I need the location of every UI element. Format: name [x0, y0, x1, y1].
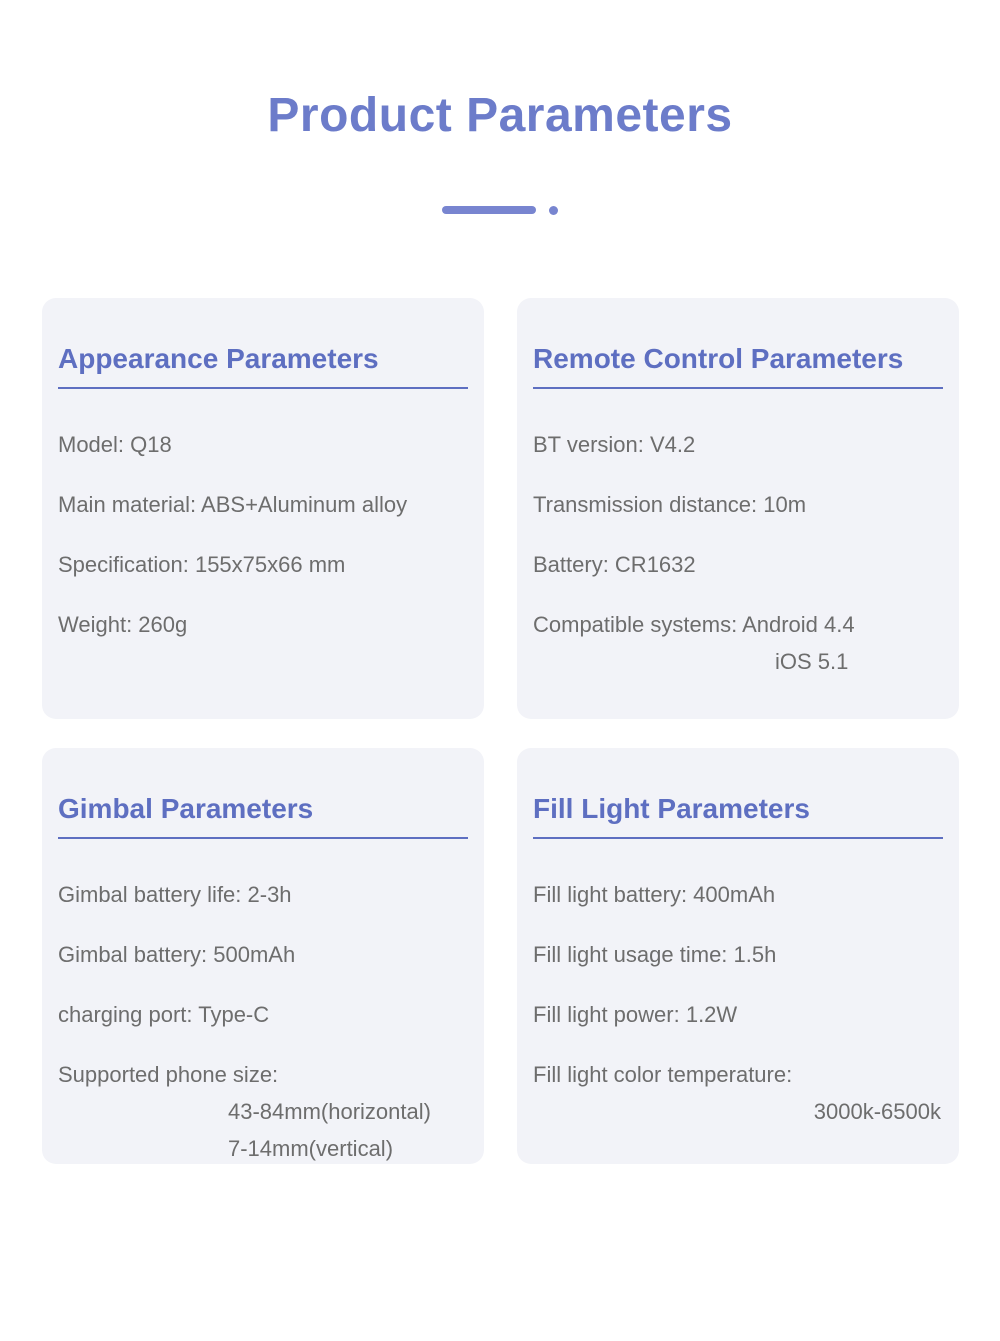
spec-row-gimbal-battery: Gimbal battery: 500mAh [58, 942, 296, 967]
parameter-cards-grid [42, 298, 959, 1164]
card-heading-remote-control: Remote Control Parameters [533, 342, 943, 389]
spec-row-fill-light-power: Fill light power: 1.2W [533, 1002, 738, 1027]
divider-dot [549, 206, 558, 215]
spec-row-supported-phone-size: Supported phone size: [58, 1062, 279, 1087]
spec-row-model: Model: Q18 [58, 432, 172, 457]
spec-row-compatible-systems-ios: iOS 5.1 [775, 649, 849, 674]
spec-row-color-temperature-range: 3000k-6500k [813, 1099, 941, 1124]
spec-row-charging-port: charging port: Type-C [58, 1002, 270, 1027]
spec-row-battery: Battery: CR1632 [533, 552, 696, 577]
card-heading-appearance: Appearance Parameters [58, 342, 468, 389]
spec-row-bt-version: BT version: V4.2 [533, 432, 696, 457]
spec-row-transmission-distance: Transmission distance: 10m [533, 492, 807, 517]
spec-rows [533, 839, 943, 1125]
spec-row-phone-size-horizontal: 43-84mm(horizontal) [228, 1099, 431, 1124]
card-heading-fill-light: Fill Light Parameters [533, 792, 943, 839]
spec-row-phone-size-vertical: 7-14mm(vertical) [228, 1136, 394, 1161]
card-heading-gimbal: Gimbal Parameters [58, 792, 468, 839]
spec-row-fill-light-usage-time: Fill light usage time: 1.5h [533, 942, 777, 967]
card-remote-control-parameters [517, 298, 959, 719]
card-fill-light-parameters [517, 748, 959, 1164]
spec-row-fill-light-battery: Fill light battery: 400mAh [533, 882, 776, 907]
spec-rows [58, 839, 468, 1162]
spec-row-gimbal-battery-life: Gimbal battery life: 2-3h [58, 882, 292, 907]
spec-rows [58, 389, 468, 638]
page-title: Product Parameters [267, 89, 733, 142]
card-gimbal-parameters [42, 748, 484, 1164]
spec-row-main-material: Main material: ABS+Aluminum alloy [58, 492, 408, 517]
card-appearance-parameters [42, 298, 484, 719]
spec-row-fill-light-color-temperature: Fill light color temperature: [533, 1062, 793, 1087]
spec-row-specification: Specification: 155x75x66 mm [58, 552, 346, 577]
title-divider [0, 206, 1000, 214]
spec-rows [533, 389, 943, 675]
divider-dash [442, 206, 536, 214]
spec-row-compatible-systems: Compatible systems: Android 4.4 [533, 612, 855, 637]
spec-row-weight: Weight: 260g [58, 612, 188, 637]
